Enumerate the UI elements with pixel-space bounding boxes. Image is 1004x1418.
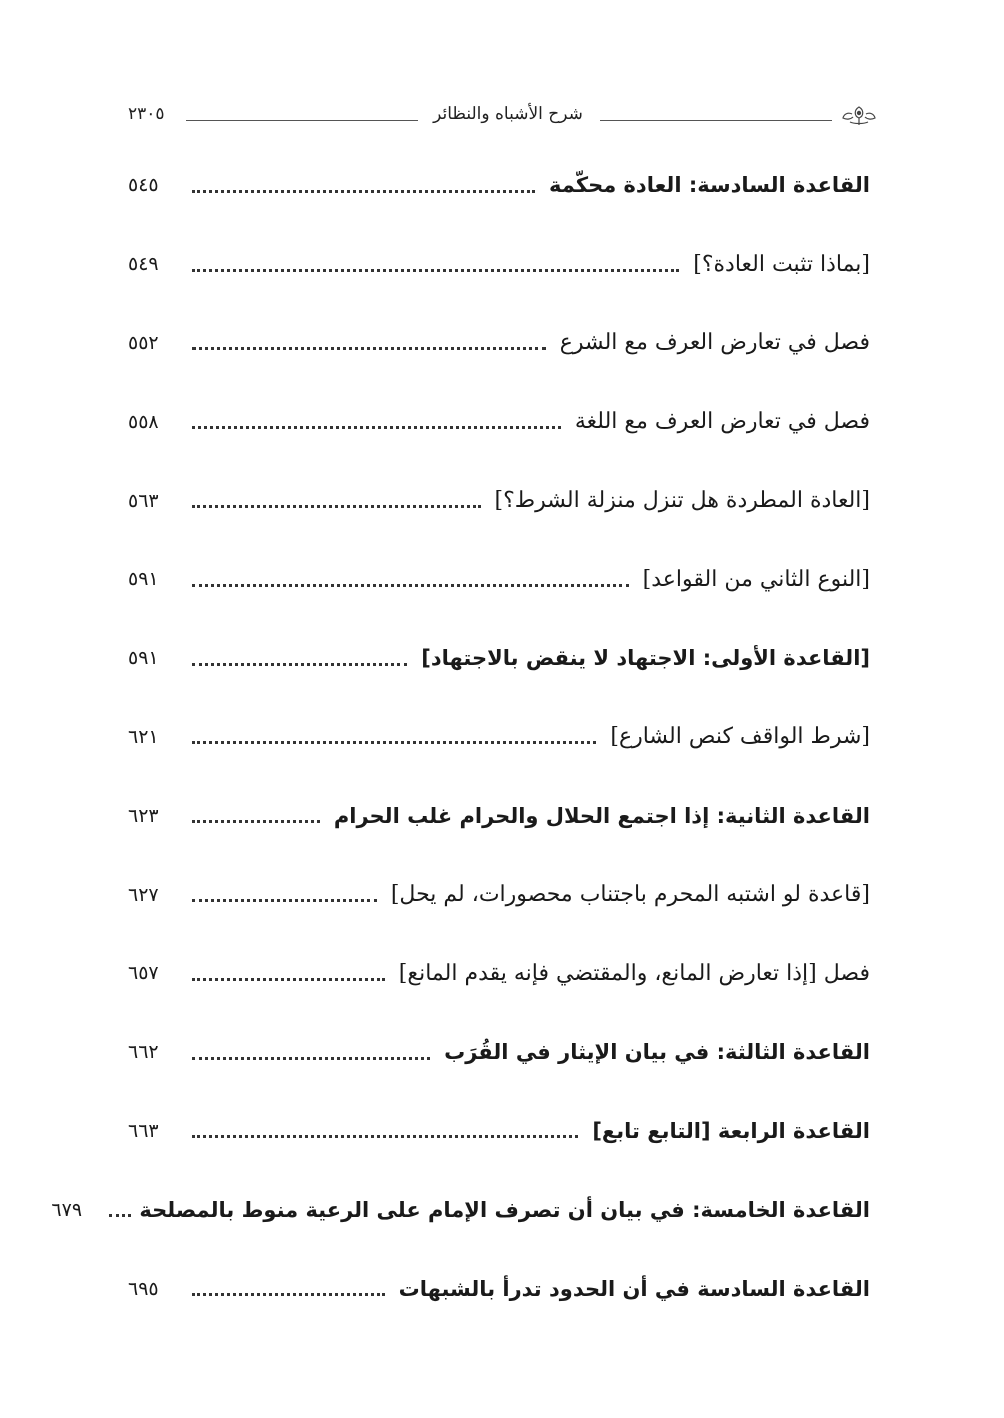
toc-entry[interactable]	[128, 698, 870, 777]
header-rule-right	[600, 120, 832, 121]
dot-leader	[192, 269, 679, 272]
toc-entry-title: [القاعدة الأولى: الاجتهاد لا ينقض بالاجتهاد]	[421, 646, 870, 671]
dot-leader	[192, 1293, 385, 1296]
toc-entry-page: ٦٢٧	[128, 883, 159, 906]
page-number: ٢٣٠٥	[128, 104, 165, 124]
toc-entry[interactable]	[128, 619, 870, 698]
toc-entry-title: فصل [إذا تعارض المانع، والمقتضي فإنه يقدم المانع]	[398, 960, 870, 986]
toc-entry-page: ٥٩١	[128, 647, 159, 670]
toc-entry-title: القاعدة الثانية: إذا اجتمع الحلال والحرام غلب الحرام	[333, 803, 870, 828]
running-header	[128, 100, 878, 136]
dot-leader	[192, 663, 407, 666]
toc-entry[interactable]	[128, 934, 870, 1013]
toc-entry-page: ٦٩٥	[128, 1277, 159, 1300]
toc-entry-page: ٥٥٢	[128, 331, 159, 354]
toc-entry-title: القاعدة السادسة: العادة محكّمة	[549, 173, 870, 198]
toc-entry-title: [العادة المطردة هل تنزل منزلة الشرط؟]	[494, 488, 870, 514]
toc-entry-title: فصل في تعارض العرف مع الشرع	[559, 330, 870, 356]
header-rule-left	[186, 120, 418, 121]
toc-entry-page: ٦٢٣	[128, 804, 159, 827]
toc-entry[interactable]	[128, 540, 870, 619]
dot-leader	[192, 426, 561, 429]
toc-entry-page: ٥٤٩	[128, 253, 159, 276]
toc-entry-title: القاعدة السادسة في أن الحدود تدرأ بالشبهات	[398, 1276, 870, 1301]
dot-leader	[192, 899, 377, 902]
toc-entry-title: [شرط الواقف كنص الشارع]	[610, 724, 870, 750]
toc-entry[interactable]	[51, 1170, 870, 1249]
toc-entry-title: فصل في تعارض العرف مع اللغة	[574, 409, 870, 435]
dot-leader	[109, 1214, 131, 1217]
toc-entry-title: [النوع الثاني من القواعد]	[642, 566, 870, 592]
toc-entry-title: القاعدة الثالثة: في بيان الإيثار في القُرَب	[444, 1040, 870, 1065]
toc-entry-title: القاعدة الرابعة [التابع تابع]	[592, 1118, 870, 1143]
toc-entry[interactable]	[128, 304, 870, 383]
toc-entry-page: ٥٤٥	[128, 174, 159, 197]
table-of-contents	[51, 146, 870, 1328]
toc-entry-page: ٦٥٧	[128, 962, 159, 985]
floral-ornament-icon	[840, 104, 878, 128]
toc-entry-page: ٦٧٩	[51, 1198, 83, 1221]
toc-entry[interactable]	[128, 1013, 870, 1092]
toc-entry-title: القاعدة الخامسة: في بيان أن تصرف الإمام على الرعية منوط بالمصلحة	[139, 1197, 870, 1222]
dot-leader	[192, 505, 481, 508]
toc-entry[interactable]	[128, 382, 870, 461]
toc-entry-page: ٥٥٨	[128, 410, 159, 433]
dot-leader	[192, 1135, 578, 1138]
dot-leader	[192, 584, 629, 587]
dot-leader	[192, 190, 535, 193]
toc-entry-page: ٦٢١	[128, 725, 159, 748]
dot-leader	[192, 1057, 430, 1060]
toc-entry[interactable]	[128, 461, 870, 540]
toc-entry-page: ٥٩١	[128, 568, 159, 591]
running-title: شرح الأشباه والنظائر	[433, 104, 583, 124]
toc-entry[interactable]	[128, 855, 870, 934]
toc-entry-title: [بماذا تثبت العادة؟]	[693, 251, 870, 277]
toc-entry[interactable]	[128, 1092, 870, 1171]
dot-leader	[192, 347, 546, 350]
toc-entry-page: ٦٦٢	[128, 1041, 159, 1064]
dot-leader	[192, 741, 596, 744]
toc-entry[interactable]	[128, 776, 870, 855]
toc-entry[interactable]	[128, 1249, 870, 1328]
toc-entry-page: ٦٦٣	[128, 1119, 159, 1142]
toc-entry[interactable]	[128, 146, 870, 225]
toc-entry-title: [قاعدة لو اشتبه المحرم باجتناب محصورات، لم يحل]	[390, 882, 870, 908]
toc-entry-page: ٥٦٣	[128, 489, 159, 512]
toc-entry[interactable]	[128, 225, 870, 304]
dot-leader	[192, 820, 320, 823]
dot-leader	[192, 978, 385, 981]
